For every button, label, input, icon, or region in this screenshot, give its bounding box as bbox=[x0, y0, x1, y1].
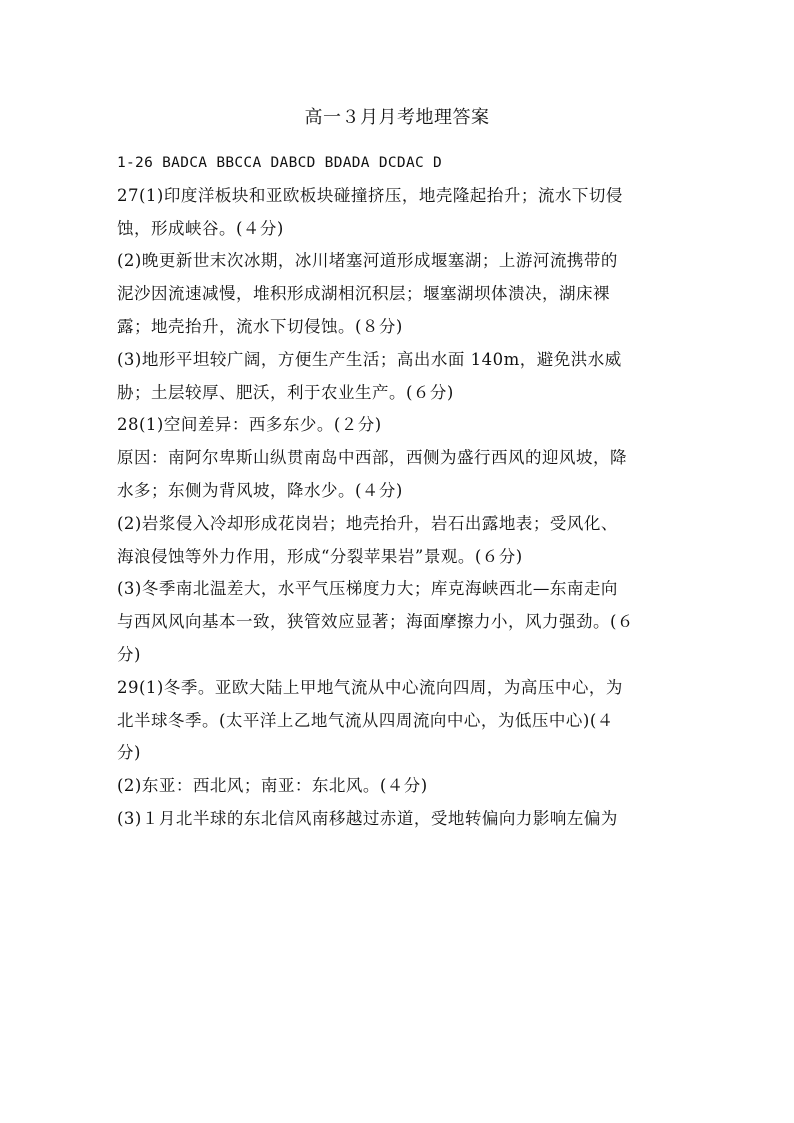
answer-line: (3)地形平坦较广阔，方便生产生活；高出水面 140m，避免洪水威 bbox=[117, 349, 622, 369]
answer-line: 29(1)冬季。亚欧大陆上甲地气流从中心流向四周，为高压中心，为 bbox=[117, 677, 623, 697]
multiple-choice-answers: 1-26 BADCA BBCCA DABCD BDADA DCDAC D bbox=[117, 155, 443, 171]
answer-line: (2)岩浆侵入冷却形成花岗岩；地壳抬升，岩石出露地表；受风化、 bbox=[117, 513, 618, 533]
answer-content bbox=[117, 147, 677, 836]
answer-line: 28(1)空间差异：西多东少。(２分) bbox=[117, 415, 382, 435]
document-title: 高一３月月考地理答案 bbox=[304, 107, 490, 128]
answer-line: (2)东亚：西北风；南亚：东北风。(４分) bbox=[117, 776, 428, 796]
answer-line: 分) bbox=[117, 644, 141, 664]
answer-line: 原因：南阿尔卑斯山纵贯南岛中西部，西侧为盛行西风的迎风坡，降 bbox=[117, 448, 627, 468]
answer-line: 水多；东侧为背风坡，降水少。(４分) bbox=[117, 480, 403, 500]
answer-line: 与西风风向基本一致，狭管效应显著；海面摩擦力小，风力强劲。(６ bbox=[117, 612, 634, 632]
answer-line: 分) bbox=[117, 743, 141, 763]
answer-line: (3)１月北半球的东北信风南移越过赤道，受地转偏向力影响左偏为 bbox=[117, 808, 618, 828]
answer-line: (2)晚更新世末次冰期，冰川堵塞河道形成堰塞湖；上游河流携带的 bbox=[117, 251, 618, 271]
answer-line: 泥沙因流速减慢，堆积形成湖相沉积层；堰塞湖坝体溃决，湖床裸 bbox=[117, 284, 610, 304]
answer-line: 海浪侵蚀等外力作用，形成“分裂苹果岩”景观。(６分) bbox=[117, 546, 523, 566]
answer-line: 蚀，形成峡谷。(４分) bbox=[117, 218, 284, 238]
answer-line: 27(1)印度洋板块和亚欧板块碰撞挤压，地壳隆起抬升；流水下切侵 bbox=[117, 185, 623, 205]
answer-line: 北半球冬季。(太平洋上乙地气流从四周流向中心，为低压中心)(４ bbox=[117, 710, 614, 730]
answer-line: (3)冬季南北温差大，水平气压梯度力大；库克海峡西北—东南走向 bbox=[117, 579, 618, 599]
answer-line: 胁；土层较厚、肥沃，利于农业生产。(６分) bbox=[117, 382, 454, 402]
answer-line: 露；地壳抬升，流水下切侵蚀。(８分) bbox=[117, 316, 403, 336]
